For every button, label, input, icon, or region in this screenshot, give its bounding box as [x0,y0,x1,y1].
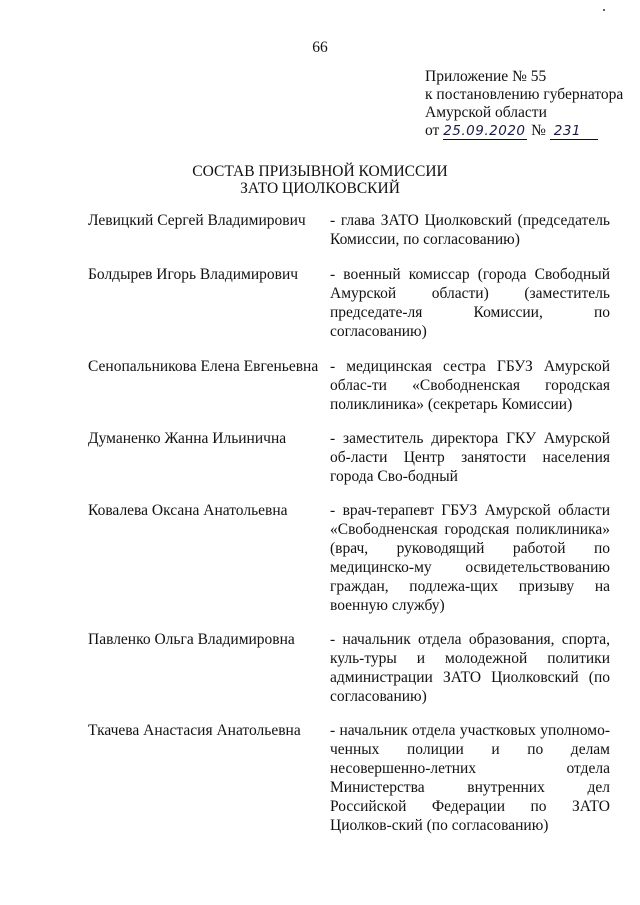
member-role: - глава ЗАТО Циолковский (председатель Комиссии, по согласованию) [330,212,610,248]
member-name: Болдырев Игорь Владимирович [88,266,299,283]
member-name: Сенопальникова Елена Евгеньевна [88,358,319,375]
page-number: 66 [312,39,328,56]
appendix-date-line [425,122,623,140]
member-row [88,211,610,249]
member-name: Павленко Ольга Владимировна [88,631,295,648]
member-row [88,357,610,414]
member-role: - заместитель директора ГКУ Амурской об-ласти Центр занятости населения города Сво-бодный [330,430,610,485]
date-prefix: от [425,122,440,139]
member-name: Ткачева Анастасия Анатольевна [88,722,301,739]
handwritten-date: 25.09.2020 [443,123,526,139]
member-name: Думаненко Жанна Ильинична [88,430,287,447]
appendix-line-1: Приложение № 55 [425,68,547,85]
member-name: Левицкий Сергей Владимирович [88,212,306,229]
appendix-line-3: Амурской области [425,104,547,121]
member-row [88,630,610,706]
member-name: Ковалева Оксана Анатольевна [88,502,288,519]
appendix-block [425,68,623,140]
title-line-1: СОСТАВ ПРИЗЫВНОЙ КОМИССИИ [192,163,448,180]
member-row [88,501,610,615]
scan-mark [603,9,605,11]
member-role: - начальник отдела образования, спорта, куль-туры и молодежной политики администрации ЗАТО Циолковский (по согласованию) [330,631,610,705]
appendix-line-2: к постановлению губернатора [425,86,624,103]
member-role: - врач-терапевт ГБУЗ Амурской области «Свободненская городская поликлиника» (врач, руководящий работой по медицинско-му освидетельствованию граждан, подлежа-щих призыву на военную службу) [330,502,610,614]
number-label: № [531,122,546,139]
handwritten-number: 231 [550,124,598,140]
member-role: - военный комиссар (города Свободный Амурской области) (заместитель председате-ля Комиссии, по согласованию) [330,266,610,340]
commission-members-list [88,211,610,835]
member-row [88,429,610,486]
member-role: - медицинская сестра ГБУЗ Амурской облас-ти «Свободненская городская поликлиника» (секретарь Комиссии) [330,358,610,413]
member-role: - начальник отдела участковых уполномо-ченных полиции и по делам несовершенно-летних отдела Министерства внутренних дел Российской Федерации по ЗАТО Циолков-ский (по согласованию) [330,722,610,834]
document-title [0,163,640,197]
title-line-2: ЗАТО ЦИОЛКОВСКИЙ [240,180,400,197]
member-row [88,721,610,835]
member-row [88,265,610,341]
